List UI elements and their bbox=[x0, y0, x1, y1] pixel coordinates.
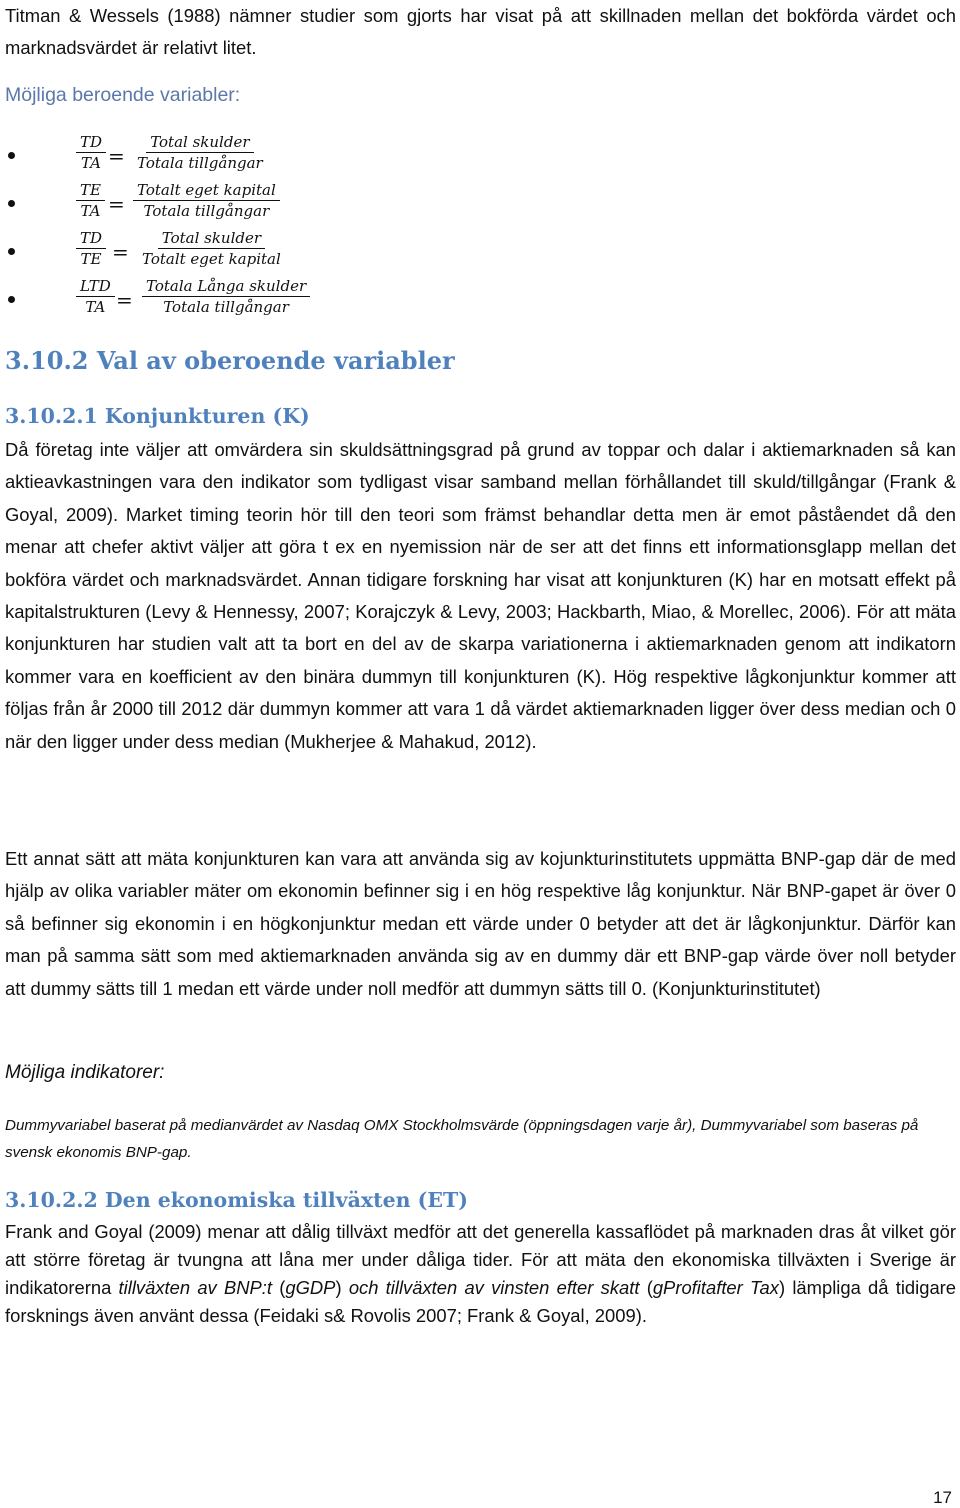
formula-item bbox=[0, 274, 420, 322]
growth-text-b: tillväxten av BNP:t bbox=[118, 1277, 272, 1298]
indicators-label: Möjliga indikatorer: bbox=[5, 1062, 165, 1083]
growth-text-c: ( bbox=[272, 1277, 286, 1298]
indicators-text: Dummyvariabel baserat på medianvärdet av Nasdaq OMX Stockholmsvärde (öppningsdagen varje år), Dummyvariabel som baseras på svensk ekonomis BNP-gap. bbox=[5, 1117, 919, 1161]
lhs-numerator: TD bbox=[76, 228, 106, 249]
equals-sign: = bbox=[112, 240, 129, 264]
lhs-denominator: TA bbox=[80, 202, 101, 220]
formula-rhs bbox=[138, 228, 285, 269]
lhs-numerator: TD bbox=[76, 132, 106, 153]
rhs-numerator: Totalt eget kapital bbox=[133, 180, 280, 201]
equals-sign: = bbox=[108, 192, 125, 216]
section-heading-3-10-2: 3.10.2 Val av oberoende variabler bbox=[5, 346, 455, 375]
growth-text-f: och tillväxten av vinsten efter skatt bbox=[348, 1277, 640, 1298]
lhs-denominator: TA bbox=[85, 298, 106, 316]
formula-rhs bbox=[142, 276, 310, 317]
growth-text-d: gGDP bbox=[285, 1277, 336, 1298]
intro-paragraph: Titman & Wessels (1988) nämner studier som gjorts har visat på att skillnaden mellan det bokförda värdet och marknadsvärdet är relativt litet. bbox=[5, 5, 956, 59]
growth-text-a: Frank and Goyal (2009) menar att dålig tillväxt medför att det generella kassaflödet på marknaden dras åt vilket gör att större företag är tvungna att låna mer under dåliga tider. För att mäta den ekonomiska tillväxten i Sverige är indikatorerna bbox=[5, 1221, 956, 1298]
rhs-denominator: Totala tillgångar bbox=[163, 298, 289, 316]
formula-lhs bbox=[76, 132, 106, 173]
bullet-icon bbox=[8, 200, 15, 207]
lhs-denominator: TE bbox=[80, 250, 102, 268]
lhs-numerator: TE bbox=[76, 180, 105, 201]
formula-rhs bbox=[133, 132, 267, 173]
dependent-variables-label: Möjliga beroende variabler: bbox=[5, 84, 241, 106]
formula-lhs bbox=[76, 180, 105, 221]
formula-item bbox=[0, 130, 420, 178]
growth-paragraph bbox=[5, 1218, 956, 1330]
equals-sign: = bbox=[108, 144, 125, 168]
lhs-denominator: TA bbox=[81, 154, 102, 172]
konjunktur-paragraph-1: Då företag inte väljer att omvärdera sin skuldsättningsgrad på grund av toppar och dalar i aktiemarknaden så kan aktieavkastningen vara den indikator som tydligast visar samband mellan förhållandet till skuld/tillgångar (Frank & Goyal, 2009). Market timing teorin hör till den teori som främst behandlar detta men är emot påståendet då den menar att chefer aktivt väljer att göra t ex en nyemission när de ser att det finns ett informationsglapp mellan det bokföra värdet och marknadsvärdet. Annan tidigare forskning har visat att konjunkturen (K) har en motsatt effekt på kapitalstrukturen (Levy & Hennessy, 2007; Korajczyk & Levy, 2003; Hackbarth, Miao, & Morellec, 2006). För att mäta konjunkturen har studien valt att ta bort en del av de skarpa variationerna i aktiemarknaden genom att indikatorn kommer vara en koefficient av den binära dummyn till konjunkturen (K). Hög respektive lågkonjunktur kommer att följas från år 2000 till 2012 där dummyn kommer att vara 1 då värdet aktiemarknaden ligger över dess median och 0 när den ligger under dess median (Mukherjee & Mahakud, 2012). bbox=[5, 439, 956, 752]
growth-text-e: ) bbox=[335, 1277, 349, 1298]
konjunktur-paragraph-2: Ett annat sätt att mäta konjunkturen kan vara att använda sig av kojunkturinstitutets uppmätta BNP-gap där de med hjälp av olika variabler mäter om ekonomin befinner sig i en hög respektive låg konjunktur. När BNP-gapet är över 0 så befinner sig ekonomin i en högkonjunktur medan ett värde under 0 betyder att det är lågkonjunktur. Därför kan man på samma sätt som med aktiemarknaden använda sig av en dummy där ett BNP-gap värde över noll betyder att dummy sätts till 1 medan ett värde under noll medför att dummyn sätts till 0. (Konjunkturinstitutet) bbox=[5, 848, 956, 999]
formula-lhs bbox=[76, 228, 106, 269]
bullet-icon bbox=[8, 248, 15, 255]
rhs-denominator: Totala tillgångar bbox=[137, 154, 263, 172]
rhs-denominator: Totala tillgångar bbox=[143, 202, 270, 220]
formula-rhs bbox=[133, 180, 280, 221]
bullet-icon bbox=[8, 152, 15, 159]
section-heading-3-10-2-1: 3.10.2.1 Konjunkturen (K) bbox=[5, 404, 310, 428]
formula-item bbox=[0, 178, 420, 226]
section-heading-3-10-2-2: 3.10.2.2 Den ekonomiska tillväxten (ET) bbox=[5, 1188, 468, 1212]
rhs-numerator: Totala Långa skulder bbox=[142, 276, 310, 297]
page-number: 17 bbox=[933, 1488, 952, 1507]
rhs-denominator: Totalt eget kapital bbox=[142, 250, 281, 268]
formula-lhs bbox=[76, 276, 115, 317]
bullet-icon bbox=[8, 296, 15, 303]
rhs-numerator: Total skulder bbox=[158, 228, 265, 249]
equals-sign: = bbox=[116, 288, 133, 312]
growth-text-h: gProfitafter Tax bbox=[652, 1277, 779, 1298]
rhs-numerator: Total skulder bbox=[146, 132, 253, 153]
growth-text-g: ( bbox=[639, 1277, 653, 1298]
formula-item bbox=[0, 226, 420, 274]
lhs-numerator: LTD bbox=[76, 276, 115, 297]
formula-list bbox=[0, 130, 420, 322]
growth-text-i: ) lämpliga då tidigare forsknings även använt dessa (Feidaki s& Rovolis 2007; Frank & Goyal, 2009). bbox=[5, 1277, 957, 1326]
